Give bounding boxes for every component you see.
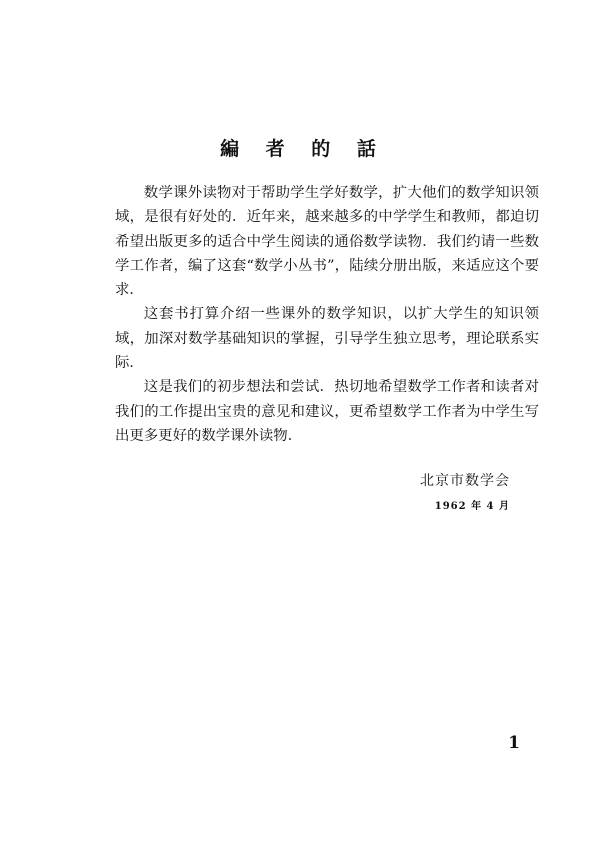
paragraph-3: 这是我们的初步想法和尝试．热切地希望数学工作者和读者对我们的工作提出宝贵的意见和建议，更希望数学工作者为中学生写出更多更好的数学课外读物． xyxy=(115,379,539,444)
preface-body xyxy=(115,181,539,448)
page-title: 編 者 的 話 xyxy=(220,138,386,160)
date: 1962 年 4 月 xyxy=(434,501,510,512)
page-number: 1 xyxy=(508,733,520,753)
signature: 北京市数学会 xyxy=(420,473,510,489)
paragraph-1: 数学课外读物对于帮助学生学好数学，扩大他们的数学知识领域，是很有好处的．近年来，越来越多的中学学生和教师，都迫切希望出版更多的适合中学生阅读的通俗数学读物．我们约请一些数学工作者，编了这套“数学小丛书”，陆续分册出版，来适应这个要求． xyxy=(115,185,539,299)
paragraph-2: 这套书打算介绍一些课外的数学知识，以扩大学生的知识领域，加深对数学基础知识的掌握，引导学生独立思考，理论联系实际． xyxy=(115,306,539,372)
